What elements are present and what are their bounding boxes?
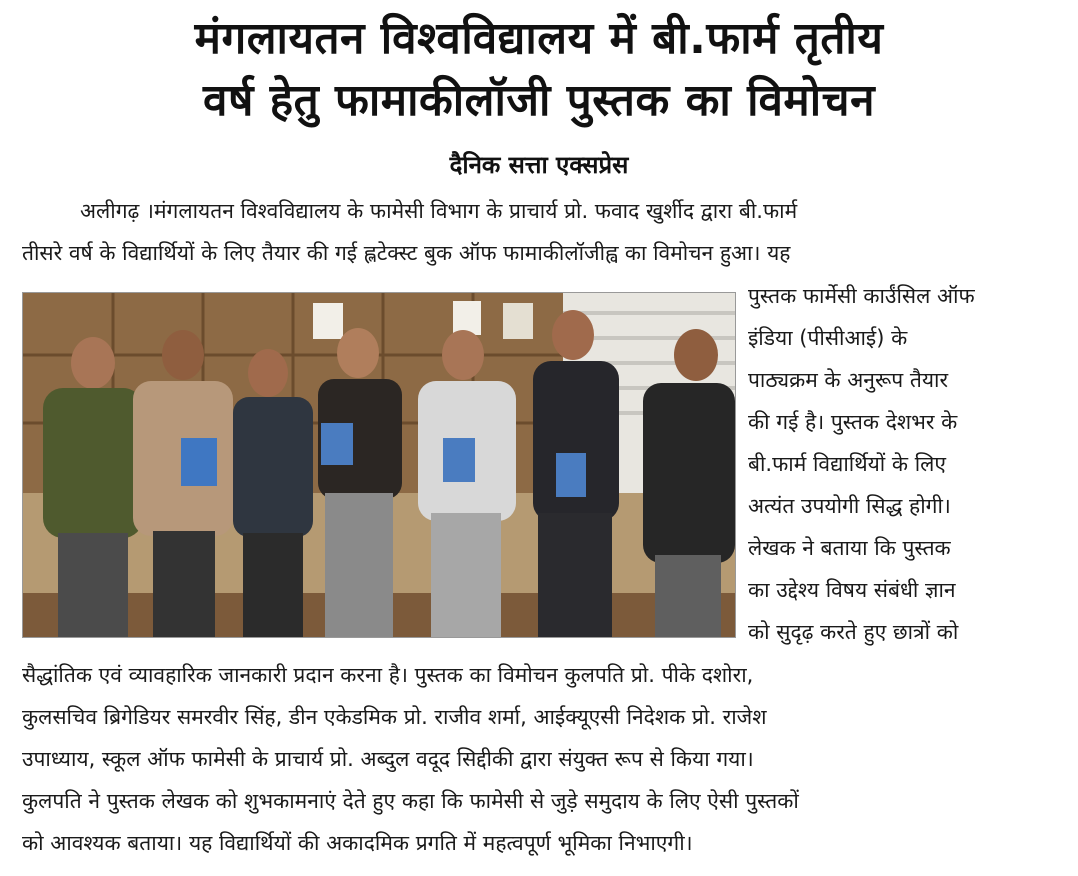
article-line: सैद्धांतिक एवं व्यावहारिक जानकारी प्रदान करना है। पुस्तक का विमोचन कुलपति प्रो. पीके दशोरा, [22,663,754,687]
news-photo [22,292,736,638]
publisher-name: दैनिक सत्ता एक्सप्रेस [449,151,629,179]
article-side-line: की गई है। पुस्तक देशभर के [748,410,958,434]
article-line: कुलसचिव ब्रिगेडियर समरवीर सिंह, डीन एकेडमिक प्रो. राजीव शर्मा, आईक्यूएसी निदेशक प्रो. राजेश [22,705,767,729]
article-side-line: पुस्तक फार्मेसी कार्उंसिल ऑफ [748,284,975,308]
article-side-line: पाठ्यक्रम के अनुरूप तैयार [748,368,949,392]
photo-illustration [23,293,735,637]
article-line: अलीगढ़ ।मंगलायतन विश्वविद्यालय के फामेसी विभाग के प्राचार्य प्रो. फवाद खुर्शीद द्वारा बी.फार्म [80,199,798,223]
article-side-line: का उद्देश्य विषय संबंधी ज्ञान [748,578,956,602]
headline-line-1: मंगलायतन विश्वविद्यालय में बी.फार्म तृतीय [194,13,884,64]
article-line: को आवश्यक बताया। यह विद्यार्थियों की अकादमिक प्रगति में महत्वपूर्ण भूमिका निभाएगी। [22,831,693,855]
article-side-line: को सुदृढ़ करते हुए छात्रों को [748,620,959,644]
article-side-line: लेखक ने बताया कि पुस्तक [748,536,951,560]
article-side-line: इंडिया (पीसीआई) के [748,326,908,350]
article-line: कुलपति ने पुस्तक लेखक को शुभकामनाएं देते हुए कहा कि फामेसी से जुड़े समुदाय के लिए ऐसी पुस्तकों [22,789,799,813]
headline-line-2: वर्ष हेतु फामाकीलॉजी पुस्तक का विमोचन [202,75,875,126]
article-side-line: बी.फार्म विद्यार्थियों के लिए [748,452,946,476]
headline [0,8,1078,132]
article-side-line: अत्यंत उपयोगी सिद्ध होगी। [748,494,951,518]
article-line: तीसरे वर्ष के विद्यार्थियों के लिए तैयार की गई ह्लटेक्स्ट बुक ऑफ फामाकीलॉजीह्व का विमोचन हुआ। यह [22,241,791,265]
article-line: उपाध्याय, स्कूल ऑफ फामेसी के प्राचार्य प्रो. अब्दुल वदूद सिद्दीकी द्वारा संयुक्त रूप से किया गया। [22,747,754,771]
